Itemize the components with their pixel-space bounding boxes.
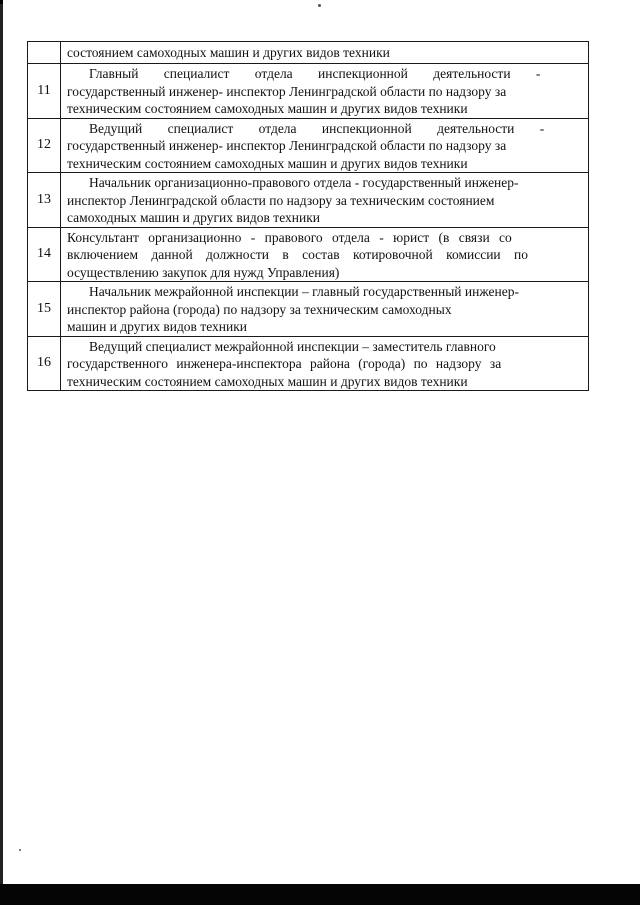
text-line: Главный специалист отдела инспекционной деятельности -	[89, 66, 541, 81]
text-line: инспектор района (города) по надзору за техническим самоходных	[67, 301, 452, 317]
table-row	[28, 282, 589, 337]
text-line: осуществлению закупок для нужд Управления)	[67, 264, 340, 280]
table-row	[28, 64, 589, 119]
row-number-cell: 16	[28, 336, 61, 391]
position-title-cell	[61, 42, 589, 64]
text-line: Начальник межрайонной инспекции – главный государственный инженер-	[89, 284, 519, 299]
table-row	[28, 118, 589, 173]
row-number-cell: 14	[28, 227, 61, 282]
position-title-cell	[61, 173, 589, 228]
row-number-cell	[28, 42, 61, 64]
table-row	[28, 227, 589, 282]
row-number-cell: 12	[28, 118, 61, 173]
scan-speck	[318, 4, 321, 7]
scan-top-edge	[0, 0, 3, 4]
position-title-cell	[61, 336, 589, 391]
scan-speck	[19, 849, 21, 851]
text-line: инспектор Ленинградской области по надзору за техническим состоянием	[67, 192, 495, 208]
row-number-cell: 13	[28, 173, 61, 228]
text-line: машин и других видов техники	[67, 319, 248, 334]
text-line: состоянием самоходных машин и других видов техники	[67, 45, 390, 61]
position-title-cell	[61, 64, 589, 119]
position-title-cell	[61, 227, 589, 282]
scan-left-edge	[0, 0, 3, 905]
text-line: государственный инженер- инспектор Ленинградской области по надзору за	[67, 83, 507, 99]
position-title-cell	[61, 118, 589, 173]
text-line: государственный инженер- инспектор Ленинградской области по надзору за	[67, 138, 507, 153]
row-number-cell: 15	[28, 282, 61, 337]
text-line: включением данной должности в состав котировочной комиссии по	[67, 247, 529, 262]
scan-bottom-edge	[0, 884, 640, 905]
positions-table	[27, 41, 589, 391]
text-line: техническим состоянием самоходных машин и других видов техники	[67, 155, 468, 171]
text-line: Начальник организационно-правового отдела - государственный инженер-	[89, 175, 519, 190]
position-title-cell	[61, 282, 589, 337]
table-row	[28, 336, 589, 391]
text-line: Ведущий специалист отдела инспекционной деятельности -	[89, 120, 545, 136]
table-row	[28, 173, 589, 228]
text-line: техническим состоянием самоходных машин и других видов техники	[67, 373, 468, 389]
text-line: самоходных машин и других видов техники	[67, 210, 320, 225]
row-number-cell: 11	[28, 64, 61, 119]
text-line: техническим состоянием самоходных машин и других видов техники	[67, 101, 468, 116]
positions-table-container	[27, 41, 589, 391]
table-row	[28, 42, 589, 64]
text-line: Ведущий специалист межрайонной инспекции – заместитель главного	[89, 338, 496, 354]
text-line: Консультант организационно - правового отдела - юрист (в связи со	[67, 229, 512, 245]
text-line: государственного инженера-инспектора района (города) по надзору за	[67, 356, 502, 371]
